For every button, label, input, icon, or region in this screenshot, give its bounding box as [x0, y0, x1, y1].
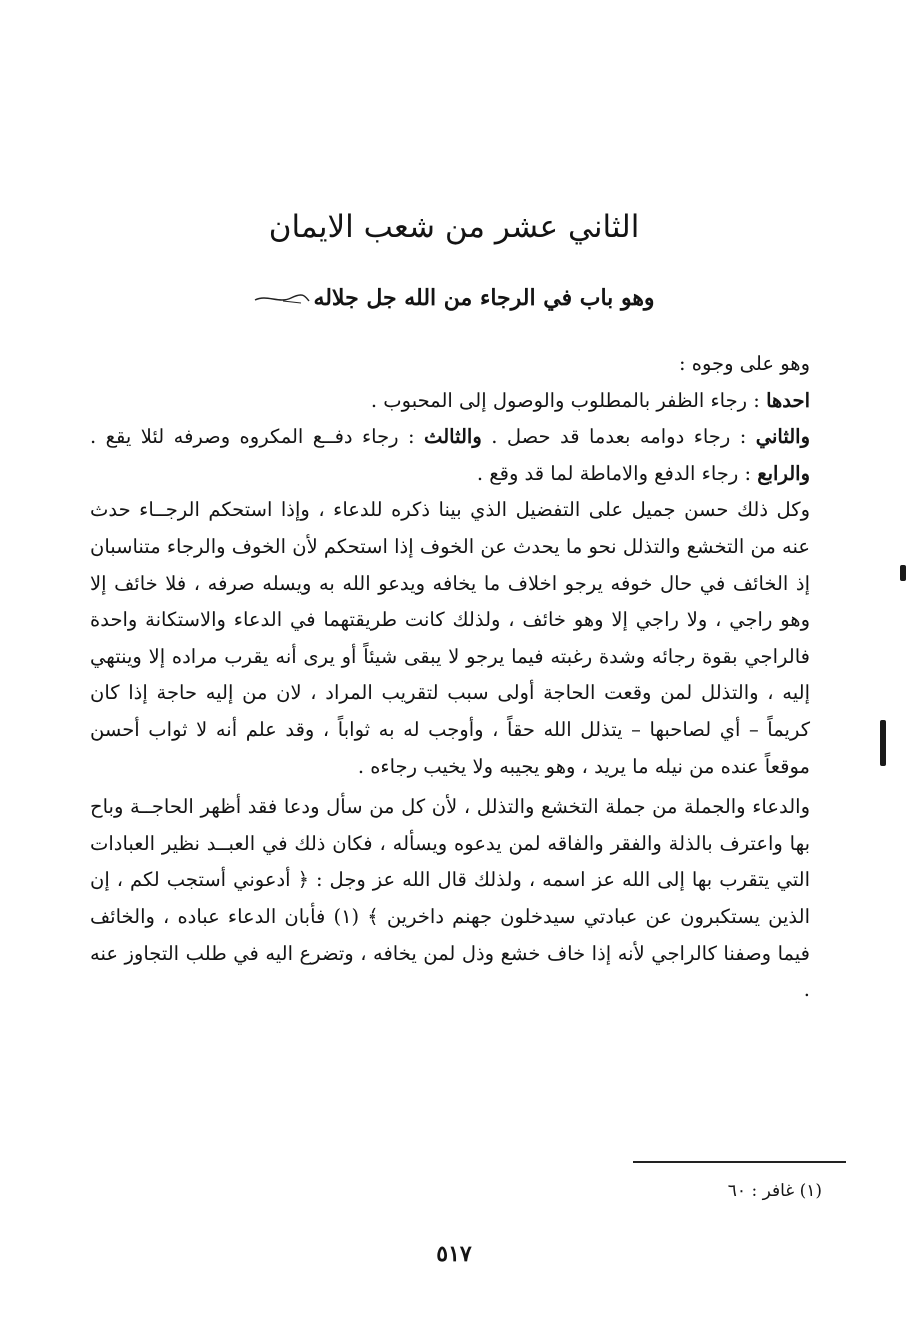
point-3-text: : رجاء دفــع المكروه وصرفه لئلا يقع . [90, 425, 415, 449]
point-1-text: : رجاء الظفر بالمطلوب والوصول إلى المحبوب . [370, 388, 760, 412]
intro-line: وهو على وجوه : [678, 352, 810, 375]
body-text [90, 346, 810, 1009]
chapter-title: الثاني عشر من شعب الايمان [268, 209, 640, 245]
points-2-3 [90, 419, 810, 492]
paragraph-1: وكل ذلك حسن جميل على التفضيل الذي بينا ذكره للدعاء ، وإذا استحكم الرجــاء حدث عنه من التخشع والتذلل نحو ما يحدث عن الخوف إذا استحكم لأن الخوف والرجاء متناسبان إذ الخائف في حال خوفه يرجو اخلاف ما يخافه ويدعو الله به ويسله صرفه ، فلا خائف إلا وهو راجي ، ولا راجي إلا وهو خائف ، ولذلك كانت طريقتهما في الدعاء والاستكانة واحدة فالراجي بقوة رجائه وشدة رغبته فيما يرجو لا يبقى شيئاً أو يرى أنه يقرب مراده إلا وينتهي إليه ، والتذلل لمن وقعت الحاجة أولى سبب لتقريب المراد ، لان من إليه حاجة إذا كان كريماً – أي لصاحبها – يتذلل الله حقاً ، وأوجب له به ثواباً ، وقد علم أنه لا ثواب أحسن موقعاً عنده من نيله ما يريد ، وهو يجيبه ولا يخيب رجاءه . [90, 498, 810, 778]
footnote: (١) غافر : ٦٠ [727, 1181, 822, 1201]
chapter-subtitle [0, 280, 908, 316]
point-1 [90, 383, 810, 420]
margin-mark-top [900, 565, 906, 581]
footnote-divider [633, 1161, 846, 1163]
page-number: ٥١٧ [436, 1241, 472, 1267]
point-1-label: احدها [766, 388, 810, 412]
point-4-text: : رجاء الدفع والاماطة لما قد وقع . [476, 461, 752, 485]
point-4-label: والرابع [757, 461, 810, 485]
flourish-ornament-icon [253, 292, 311, 306]
point-2-label: والثاني [755, 425, 811, 449]
chapter-subtitle-text: وهو باب في الرجاء من الله جل جلاله [313, 285, 655, 311]
paragraph-2: والدعاء والجملة من جملة التخشع والتذلل ، لأن كل من سأل ودعا فقد أظهر الحاجــة وباح بها واعترف بالذلة والفقر والفاقه لمن يدعوه ويسأله ، فكان ذلك في العبــد نظير العبادات التي يتقرب بها إلى الله عز اسمه ، ولذلك قال الله عز وجل : ﴿ أدعوني أستجب لكم ، إن الذين يستكبرون عن عبادتي سيدخلون جهنم داخرين ﴾ (١) فأبان الدعاء عباده ، والخائف فيما وصفنا كالراجي لأنه إذا خاف خشع وذل لمن يخافه ، وتضرع اليه في طلب التجاوز عنه . [90, 795, 810, 1002]
point-2-text: : رجاء دوامه بعدما قد حصل . [491, 425, 747, 449]
point-3-label: والثالث [424, 425, 482, 449]
margin-mark-bottom [880, 720, 886, 766]
